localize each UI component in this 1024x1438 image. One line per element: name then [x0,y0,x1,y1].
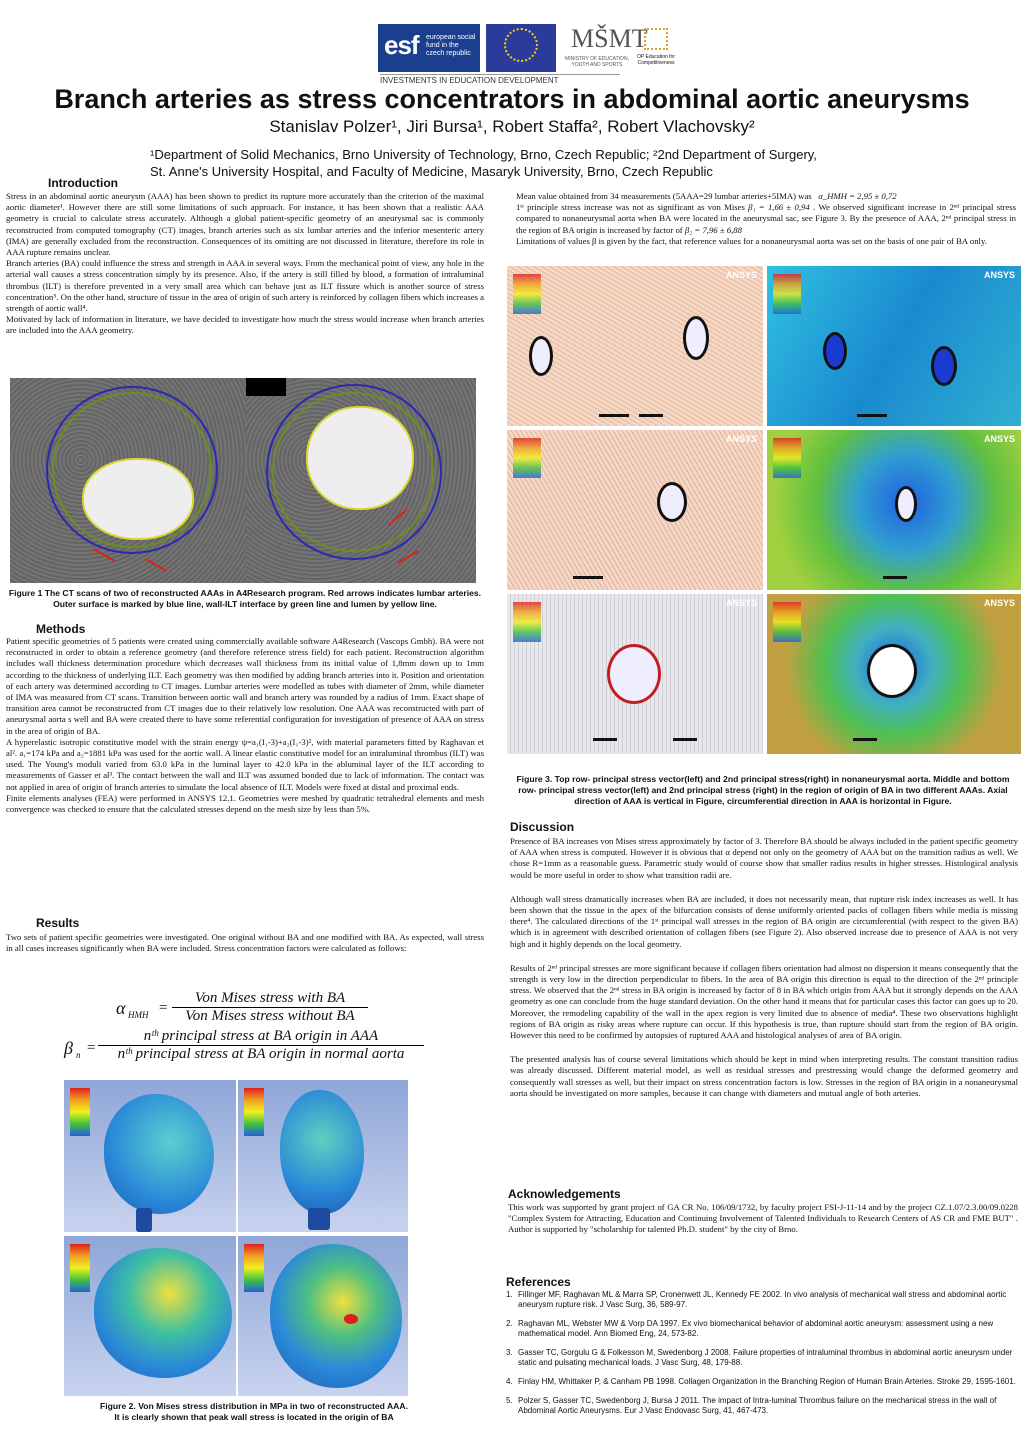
list-item: 2. Raghavan ML, Webster MW & Vorp DA 1997. Ex vivo biomechanical behavior of abdominal aortic aneurysm: assessment using a new mathematical model. Ann Biomed Eng, 24, 573-82. [506,1319,994,1338]
poster-title: Branch arteries as stress concentrators in abdominal aortic aneurysms [54,84,970,114]
methods-text: Patient specific geometries of 5 patients were created using commercially available software A4Research (Vascops Gmbh). BA were not reconstructed in order to obtain a reference geometry (and therefore reference stress field) for each patient. Reconstruction algorithm includes wall thickness determination procedure which decreases wall thickness from its initial value of 1,8mm down up to 1mm according to the thickness of underlying ILT. Each geometry was then modified by adding branch arteries into it. Position and orientation of each artery was determined according to CT images. Lumbar arteries were modelled as tubes with diameter of 2mm, while diameter of IMA was measured from CT scans. Transition between aortic wall and branch artery was rounded by a radius of 1mm. Exact shape of transition area cannot be reconstructed from CT images due to their relatively low resolution. One AAA was reconstructed with part of aneurysmal aorta s well and BA were created there to have some referential configuration for investigation of presence of AAA on stress in the area of origin of BA. A hyperelastic isotropic constitutive model with the strain energy ψ=a₁(I₁-3)+a₂(I₁-3)², with material parameters fitted by Raghavan et al². a₁=174 kPa and a₂=1881 kPa was used for the aortic wall. A linear elastic constitutive model for an intraluminal thrombus (ILT) was used. The Young's moduli varied from 63.0 kPa in the luminal layer to 42.0 kPa in the abluminal layer of the ILT according to measurements of Gasser et al³. The contact between the wall and ILT was assumed bonded due to lack of information. The contact was not applied in area of origin of branch arteries to simulate the local absence of ILT. Models were fixed at distal and proximal ends. Finite elements analyses (FEA) were performed in ANSYS 12.1. Geometries were meshed by quadratic tetrahedral elements and mesh convergence was checked to ensure that the calculated stresses depend on the mesh size by less than 5%. [6,636,484,815]
vm-image-2 [238,1080,408,1232]
discussion-text: Presence of BA increases von Mises stress approximately by factor of 3. Therefore BA should be always included in the patient specific geometry of AAA when stress is computed. However it is obvious that α depend not only on the geometry of AAA but on the transition radius as well. We chose R=1mm as a reasonable guess. Parametric study would of course show that smaller radius results in higher stresses. Histological analysis would be more useful in order to show what transition radii are. Although wall stress dramatically increases when BA are included, it does not necessarily mean, that rupture risk index increases as well. It has been shown that the tissue in the apex of the bifurcation consists of dense uniformly oriented packs of collagen fibers while media is missing there⁴. The calculated directions of the 1ˢᵗ principal wall stresses in the region of BA origin are circumferential (with respect to the given BA) which is in agreement with described orientation of collagen fibers (see Figure 2). Also observed increase due to presence of AAA is not very high and it highly depends on the local geometry. Results of 2ⁿᵈ principal stresses are more significant because if collagen fibers orientation had almost no dispersion it means consequently that the strength is very low in the direction perpendicular to fibers. In the area of BA origin this direction is equal to the direction of the 2ⁿᵈ principle stress. We observed that the 2ⁿᵈ stress in BA origin is increased by factor of 8 in BA which origin from AAA but it strongly depends on the AAA geometry as one can conclude from the huge standard deviation. On the other hand it means that for particular cases this factor can goes up to 20. Moreover, the remodeling capability of the wall in the apex region is very limited due to absence of media⁴. These two observations highlight regions of BA origin as risky areas where rupture can occur. If this hypothesis is true, than rupture should start from the region of BA origin. However this need to be confirmed by autopsies of ruptured AAA and histological analyses of area of BA origin. The presented analysis has of course several limitations which should be kept in mind when interpreting results. The constant transition radius was already discussed. Different material model, as well as residual stresses and prestressing would change the deformed geometry and consequently wall stresses as well, but their impact on stress concentration factors is low. Stresses in the region of BA origin in a nonaneurysmal aorta should be investigated on more samples, because it can change with diameters and mutual angle of both arteries. [510,836,1018,1098]
ack-text: This work was supported by grant project of GA CR No. 106/09/1732, by faculty project FSI-J-11-14 and by the project CZ.1.07/2.3.00/09.0228 "Complex System for Attracting, Education and Continuing Involvement of Talented Individuals to Research Centers of AS CR and FME BUT" . Author is supported by "scholarship for talented Ph.D. student" by the city of Brno. [508,1202,1018,1235]
fig2-caption: Figure 2. Von Mises stress distribution in MPa in two of reconstructed AAA. It is clearly shown that peak wall stress is located in the origin of BA [100,1401,408,1422]
results-text: Two sets of patient specific geometries were investigated. One original without BA and one modified with BA. As expected, wall stress in all cases increases significantly when BA were included. Stress concentration factors were calculated as follows: [6,932,484,954]
vm-image-4 [238,1236,408,1396]
fig1-caption: Figure 1 The CT scans of two of reconstructed AAAs in A4Research program. Red arrows indicates lumbar arteries. Outer surface is marked by blue line, wall-ILT interface by green line and lumen by yellow line. [8,588,482,609]
formula-alpha: α HMH = Von Mises stress with BA Von Mises stress without BA [116,990,416,1026]
refs-heading: References [506,1275,571,1289]
intro-heading: Introduction [48,176,118,190]
sim-vector-top: ANSYS [507,266,763,426]
affiliations: ¹Department of Solid Mechanics, Brno University of Technology, Brno, Czech Republic; ²2nd Department of Surgery, St. Anne's University Hospital, and Faculty of Medicine, Masaryk University, Brno, Czech Republic [150,147,817,179]
ct-scan-1 [10,378,246,583]
alpha-value: α_HMH = 2,95 ± 0,72 [818,191,897,201]
authors: Stanislav Polzer¹, Jiri Bursa¹, Robert Staffa², Robert Vlachovsky² [269,117,755,136]
sim-stress-middle: ANSYS [767,430,1021,590]
logo-row [378,24,678,72]
sim-stress-bottom: ANSYS [767,594,1021,754]
intro-text: Stress in an abdominal aortic aneurysm (AAA) has been shown to predict its rupture more accurately than the criterion of the maximal aortic diameter¹. However there are still some limitations of such approach. For instance, it has been shown that a realistic AAA geometry is crucial to calculate stress accurately. Although a global patient-specific geometry of an aneurysmal sac is commonly reconstructed from computed tomography (CT) images, branch arteries such as six lumbar arteries and the inferior mesenteric artery (IMA) are generally excluded from the reconstruction. Consequences of its omitting are not discussed in literature, therefore its role in AAA rupture remains unclear. Branch arteries (BA) could influence the stress and strength in AAA in several ways. From the mechanical point of view, any hole in the arterial wall causes a stress concentration simply by its presence. Also, if the artery is still filled by blood, a formation of intraluminal thrombus (ILT) is therefore prevented in a very small area which can behave just as ILT fissure which is another source of stress concentration⁵. On the other hand, structure of tissue in the area of origin of such artery is reinforced by collagen fibers which increases a strength of aortic wall⁴. Motivated by lack of information in literature, we have decided to investigate how much the stress would increase when branch arteries are included into the AAA geometry. [6,191,484,336]
eu-flag-logo: EUROPEAN UNION [486,24,556,72]
list-item: 5. Polzer S, Gasser TC, Swedenborg J, Bursa J 2011. The impact of Intra-luminal Thrombus failure on the mechanical stress in the wall of Abdominal Aortic Aneurysms. Eur J Vasc Endovasc Surg, 41, 467-473. [506,1396,997,1415]
methods-heading: Methods [36,622,86,636]
esf-logo: esf european social fund in the czech republic [378,24,480,72]
beta1-value: β₁ = 1,66 ± 0,94 [748,202,810,213]
op-education-logo: OP Education for Competitiveness [636,24,678,72]
fig3-caption: Figure 3. Top row- principal stress vector(left) and 2nd principal stress(right) in nonaneurysmal aorta. Middle and bottom row- principal stress vector(left) and 2nd principal stress (right) in the region of origin of BA in two different AAAs. Axial direction of AAA is vertical in Figure, circumferential direction in AAA is horizontal in Figure. [516,774,1010,806]
sim-vector-bottom: ANSYS [507,594,763,754]
vm-image-1 [64,1080,236,1232]
msmt-logo: MŠMT MINISTRY OF EDUCATION, YOUTH AND SPORTS [565,24,648,68]
sim-vector-middle: ANSYS [507,430,763,590]
discussion-heading: Discussion [510,820,575,834]
list-item: 3. Gasser TC, Gorgulu G & Folkesson M, Swedenborg J 2008. Failure properties of intraluminal thrombus in abdominal aortic aneurysm under static and pulsating mechanical loads. J Vasc Surg, 48, 179-88. [506,1348,1013,1367]
list-item: 4. Finlay HM, Whittaker P, & Canham PB 1998. Collagen Organization in the Branching Region of Human Brain Arteries. Stroke 29, 1595-1601. [506,1377,1016,1386]
beta2-value: β₂ = 7,96 ± 6,88 [684,224,742,235]
list-item: 1. Fillinger MF, Raghavan ML & Marra SP, Cronenwett JL, Kennedy FE 2002. In vivo analysis of mechanical wall stress and abdominal aortic aneurysm rupture risk. J Vasc Surg, 36, 589-97. [506,1290,1007,1309]
tagline: INVESTMENTS IN EDUCATION DEVELOPMENT [380,74,620,85]
vm-image-3 [64,1236,236,1396]
sim-stress-top: ANSYS [767,266,1021,426]
results-summary: Mean value obtained from 34 measurements (5AAA=29 lumbar arteries+5IMA) was α_HMH = 2,95 ± 0,72 1ˢᵗ principle stress increase was not as significant as von Mises β₁ = 1,66 ± 0,94 . We observed significant increase in 2ⁿᵈ principal stress compared to nonaneurysmal aorta when BA were located in the aneurysmal sac, see Figure 3. By the presence of AAA, 2ⁿᵈ principal stress in the region of BA origin is increased by factor of β₂ = 7,96 ± 6,88 Limitations of values β is given by the fact, that reference values for a nonaneurysmal aorta was set on the basis of one pair of BA only. [516,191,1017,246]
formula-beta: β n = nᵗʰ principal stress at BA origin in AAA nᵗʰ principal stress at BA origin in normal aorta [64,1028,424,1066]
ack-heading: Acknowledgements [508,1187,621,1201]
ct-scan-2 [246,378,476,583]
references-list [506,1290,1016,1425]
eu-stars-icon [504,28,538,62]
op-square-icon [644,28,668,50]
results-heading: Results [36,916,80,930]
